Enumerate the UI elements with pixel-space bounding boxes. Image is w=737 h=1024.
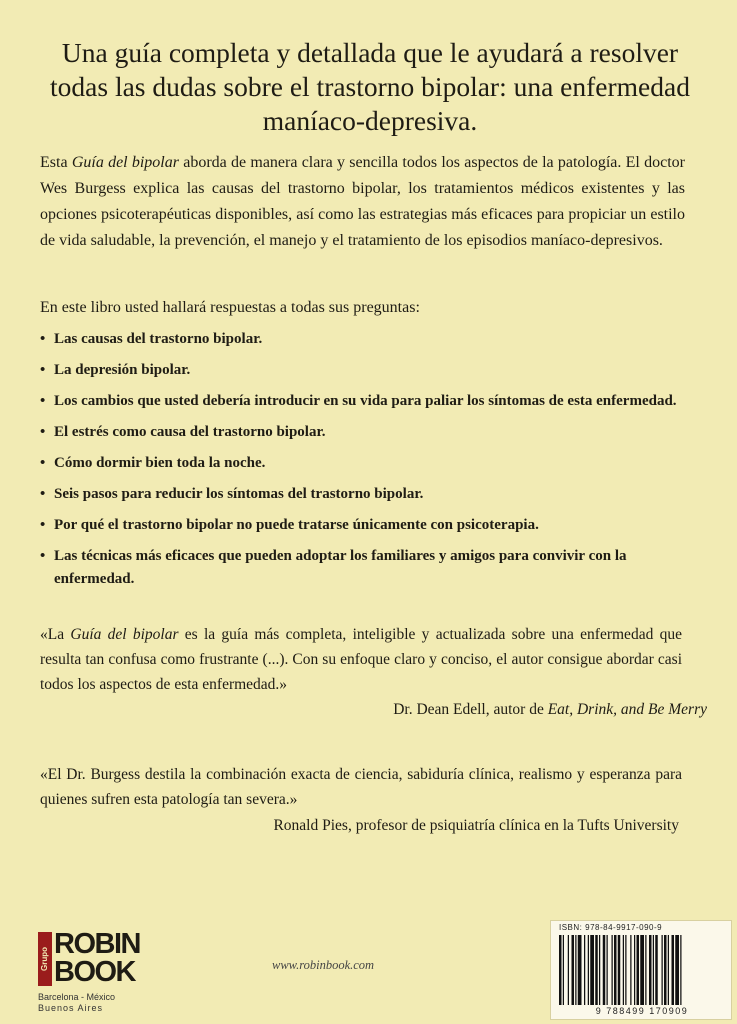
- review-quote-edell: [40, 622, 682, 697]
- cities-line-2: Buenos Aires: [38, 1003, 104, 1013]
- question-list: [40, 328, 690, 599]
- bullet-icon: •: [40, 517, 46, 533]
- list-item: [40, 421, 690, 444]
- bullet-icon: •: [40, 331, 46, 347]
- publisher-website[interactable]: www.robinbook.com: [272, 958, 375, 972]
- list-item-text: Las causas del trastorno bipolar.: [54, 331, 263, 347]
- attribution-text: Dr. Dean Edell, autor de: [393, 701, 548, 718]
- list-item-text: Por qué el trastorno bipolar no puede tratarse únicamente con psicoterapia.: [54, 517, 539, 533]
- list-item-text: La depresión bipolar.: [54, 362, 191, 378]
- headline: Una guía completa y detallada que le ayudará a resolver todas las dudas sobre el trastorno bipolar: una enfermedad maníaco-depresiva.: [50, 37, 690, 136]
- list-item: [40, 359, 690, 382]
- bullet-icon: •: [40, 362, 46, 378]
- bullet-icon: •: [40, 424, 46, 440]
- intro-book-title: Guía del bipolar: [71, 154, 179, 171]
- review-quote-pies: «El Dr. Burgess destila la combinación exacta de ciencia, sabiduría clínica, realismo y esperanza para quienes sufren esta patología tan severa.»: [40, 766, 682, 808]
- bullet-icon: •: [40, 548, 46, 564]
- quote-book-title: Guía del bipolar: [70, 626, 179, 643]
- isbn-label: ISBN: 978-84-9917-090-9: [559, 923, 663, 932]
- cities-line-1: Barcelona - México: [38, 992, 116, 1002]
- intro-lead: En este libro usted hallará respuestas a todas sus preguntas:: [40, 299, 420, 316]
- review-attribution-pies: Ronald Pies, profesor de psiquiatría clínica en la Tufts University: [273, 817, 679, 834]
- list-item-text: Los cambios que usted debería introducir en su vida para paliar los síntomas de esta enfermedad.: [54, 393, 677, 409]
- list-item: [40, 390, 690, 413]
- quote-open: «La: [40, 626, 71, 643]
- intro-paragraph: [40, 150, 685, 254]
- list-item: [40, 545, 690, 591]
- intro-text-before: Esta: [40, 154, 72, 171]
- list-item: [40, 328, 690, 351]
- intro-text-after: aborda de manera clara y sencilla todos los aspectos de la patología. El doctor Wes Burgess explica las causas del trastorno bipolar, los tratamientos médicos existentes y las opciones psicoterapéuticas disponibles, así como las estrategias más eficaces para propiciar un estilo de vida saludable, la prevención, el manejo y el tratamiento de los episodios maníaco-depresivos.: [40, 154, 686, 249]
- publisher-cities: [38, 992, 128, 1014]
- logo-word-book: BOOK: [54, 956, 135, 988]
- logo-word-robin: ROBIN: [54, 928, 140, 960]
- review-attribution-edell: [393, 697, 707, 722]
- list-item: [40, 483, 690, 506]
- list-item-text: Cómo dormir bien toda la noche.: [54, 455, 266, 471]
- list-item-text: Las técnicas más eficaces que pueden adoptar los familiares y amigos para convivir con la enfermedad.: [54, 548, 627, 587]
- publisher-logo: [38, 928, 140, 1016]
- list-item-text: Seis pasos para reducir los síntomas del trastorno bipolar.: [54, 486, 424, 502]
- quote-text: es la guía más completa, inteligible y actualizada sobre una enfermedad que resulta tan confusa como frustrante (...). Con su enfoque claro y conciso, el autor consigue abordar casi todos los aspectos de esta enfermedad.»: [40, 626, 682, 693]
- list-item-text: El estrés como causa del trastorno bipolar.: [54, 424, 326, 440]
- barcode-icon: [557, 935, 723, 1005]
- bullet-icon: •: [40, 455, 46, 471]
- list-item: [40, 452, 690, 475]
- barcode-number: 9 788499 170909: [595, 1006, 689, 1016]
- attribution-book-title: Eat, Drink, and Be Merry: [547, 701, 707, 718]
- bullet-icon: •: [40, 486, 46, 502]
- bullet-icon: •: [40, 393, 46, 409]
- list-item: [40, 514, 690, 537]
- logo-group-bar: Grupo: [38, 932, 52, 986]
- isbn-barcode: [550, 920, 732, 1020]
